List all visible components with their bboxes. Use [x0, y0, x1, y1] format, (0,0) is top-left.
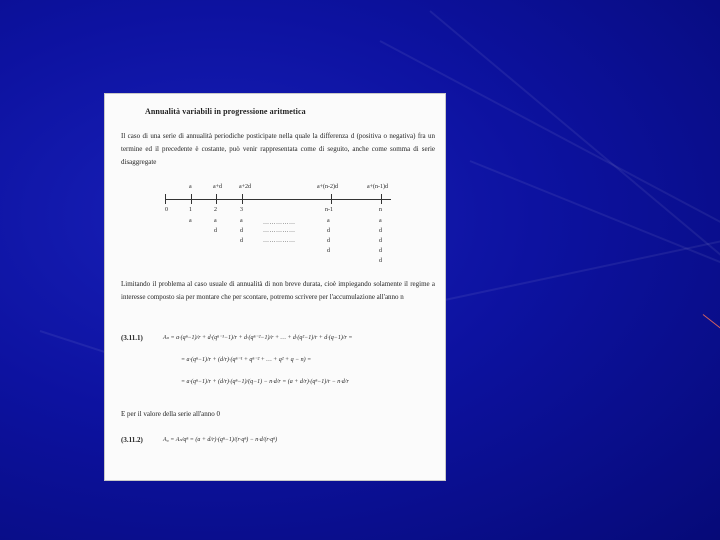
- document-title: Annualità variabili in progressione aritmetica: [145, 107, 306, 116]
- cash-d: d: [214, 228, 217, 234]
- cash-a: a: [214, 218, 217, 224]
- cash-a: a: [327, 218, 330, 224]
- period-label: 0: [165, 207, 168, 213]
- document-page: [105, 94, 445, 480]
- timeline-tick: [381, 194, 382, 204]
- period-label: 2: [214, 207, 217, 213]
- period-label: n: [379, 207, 382, 213]
- timeline-tick: [331, 194, 332, 204]
- amount-label: a+(n-1)d: [367, 184, 389, 190]
- ellipsis-dots: ……………: [263, 238, 296, 244]
- cash-d: d: [379, 228, 382, 234]
- cash-d: d: [240, 238, 243, 244]
- cash-d: d: [379, 258, 382, 264]
- intro-paragraph: Il caso di una serie di annualità periodiche posticipate nella quale la differenza d (positiva o negativa) fra un termine ed il precedente è costante, può venir rappresentata come di seguito, anche come somma di serie disaggregate: [121, 132, 435, 166]
- cash-a: a: [189, 218, 192, 224]
- amount-label: a+2d: [239, 184, 252, 190]
- cash-d: d: [379, 238, 382, 244]
- cash-d: d: [327, 238, 330, 244]
- background-streak: [440, 225, 720, 302]
- cash-d: d: [327, 248, 330, 254]
- background-streak: [470, 160, 720, 297]
- period-label: 3: [240, 207, 243, 213]
- timeline-tick: [242, 194, 243, 204]
- cash-a: a: [379, 218, 382, 224]
- accent-line: [703, 314, 720, 330]
- ellipsis-dots: ……………: [263, 228, 296, 234]
- timeline-tick: [165, 194, 166, 204]
- equation-line: = a·(qⁿ−1)/r + (d/r)·(qⁿ−1)/(q−1) − n·d/r = (a + d/r)·(qⁿ−1)/r − n·d/r: [181, 379, 349, 385]
- method-paragraph: Limitando il problema al caso usuale di annualità di non breve durata, cioè impiegando solamente il regime a interesse composto sia per montare che per scontare, potremo scrivere per l'accumulazione all'anno n: [121, 280, 435, 301]
- equation-line: Aₙ = a·(qⁿ−1)/r + d·(qⁿ⁻¹−1)/r + d·(qⁿ⁻²−1)/r + … + d·(q²−1)/r + d·(q−1)/r =: [163, 335, 353, 341]
- period-label: 1: [189, 207, 192, 213]
- amount-label: a+(n-2)d: [317, 184, 339, 190]
- timeline-tick: [216, 194, 217, 204]
- cash-d: d: [240, 228, 243, 234]
- equation-label: (3.11.2): [121, 436, 143, 444]
- cash-a: a: [240, 218, 243, 224]
- timeline-axis: [165, 199, 391, 200]
- equation-line: = a·(qⁿ−1)/r + (d/r)·(qⁿ⁻¹ + qⁿ⁻² + … + q² + q − n) =: [181, 357, 312, 363]
- cash-d: d: [379, 248, 382, 254]
- cash-d: d: [327, 228, 330, 234]
- equation-label: (3.11.1): [121, 334, 143, 342]
- period-label: n-1: [325, 207, 333, 213]
- timeline-tick: [191, 194, 192, 204]
- ellipsis-dots: ……………: [263, 220, 296, 226]
- equation-line: A₀ = Aₙ/qⁿ = (a + d/r)·(qⁿ−1)/(r·qⁿ) − n·d/(r·qⁿ): [163, 437, 278, 443]
- background-streak: [429, 10, 720, 269]
- amount-label: a+d: [213, 184, 223, 190]
- amount-label: a: [189, 184, 192, 190]
- present-value-paragraph: E per il valore della serie all'anno 0: [121, 410, 221, 418]
